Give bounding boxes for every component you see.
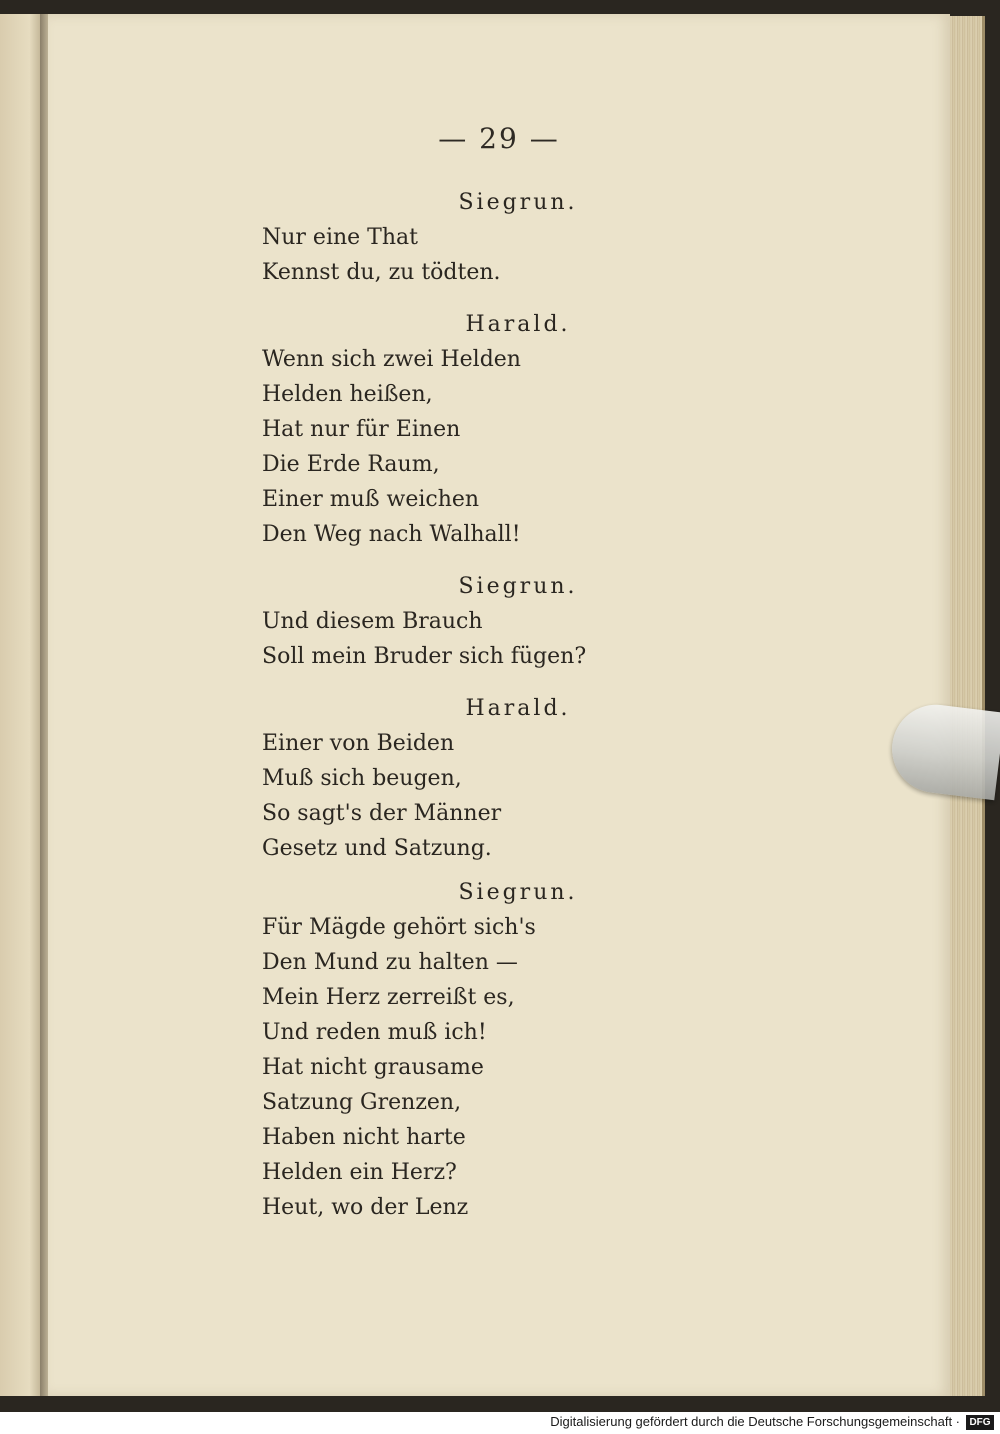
verse-line: Hat nur für Einen: [262, 417, 461, 442]
verse-line: Helden ein Herz?: [262, 1160, 457, 1185]
book-page: [48, 14, 950, 1396]
footer-bar: [0, 1412, 1000, 1434]
speaker-heading: Siegrun.: [458, 574, 578, 599]
verse-line: Den Weg nach Walhall!: [262, 522, 521, 547]
speaker-heading: Siegrun.: [458, 190, 578, 215]
verse-line: Soll mein Bruder sich fügen?: [262, 644, 587, 669]
verse-line: Die Erde Raum,: [262, 452, 440, 477]
verse-line: Muß sich beugen,: [262, 766, 462, 791]
speaker-heading: Harald.: [465, 696, 571, 721]
verse-line: Einer muß weichen: [262, 487, 480, 512]
speaker-heading: Siegrun.: [458, 880, 578, 905]
funding-notice: Digitalisierung gefördert durch die Deutsche Forschungsgemeinschaft ·: [550, 1414, 960, 1429]
verse-line: Nur eine That: [262, 225, 418, 250]
verse-line: Und diesem Brauch: [262, 609, 483, 634]
verse-line: Heut, wo der Lenz: [262, 1195, 469, 1220]
verse-line: Haben nicht harte: [262, 1125, 466, 1150]
verse-line: Gesetz und Satzung.: [262, 836, 492, 861]
dfg-logo: DFG: [966, 1415, 994, 1430]
verse-line: Für Mägde gehört sich's: [262, 915, 536, 940]
speaker-heading: Harald.: [465, 312, 571, 337]
verse-line: Helden heißen,: [262, 382, 433, 407]
verse-line: Und reden muß ich!: [262, 1020, 487, 1045]
verse-line: Kennst du, zu tödten.: [262, 260, 501, 285]
verse-line: Einer von Beiden: [262, 731, 455, 756]
verse-line: Den Mund zu halten —: [262, 950, 518, 975]
page-number: — 29 —: [438, 122, 560, 155]
verse-line: Mein Herz zerreißt es,: [262, 985, 515, 1010]
verse-line: Wenn sich zwei Helden: [262, 347, 521, 372]
left-page-edge: [0, 14, 42, 1396]
verse-line: Hat nicht grausame: [262, 1055, 484, 1080]
verse-line: Satzung Grenzen,: [262, 1090, 462, 1115]
verse-line: So sagt's der Männer: [262, 801, 502, 826]
